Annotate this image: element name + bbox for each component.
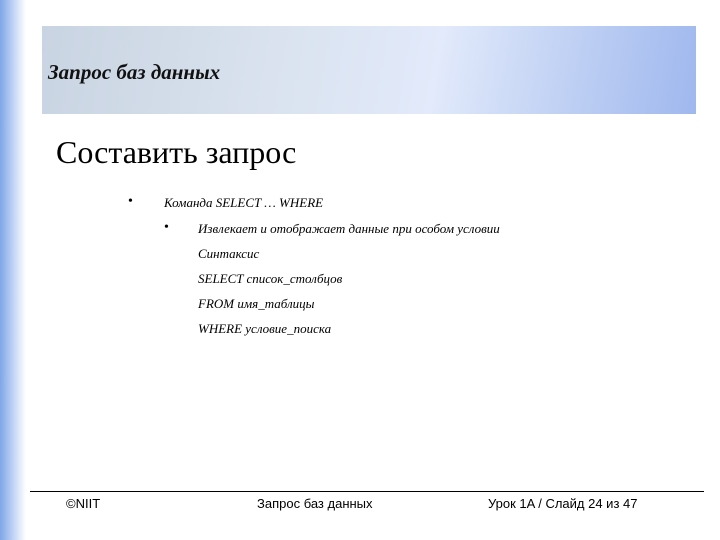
bullet-level-2: • — [164, 220, 169, 235]
footer-divider — [30, 491, 704, 492]
footer-title: Запрос баз данных — [257, 496, 373, 511]
line-select-columns: SELECT список_столбцов — [198, 271, 343, 286]
slide-heading: Составить запрос — [56, 134, 297, 170]
left-decorative-stripe — [0, 0, 26, 540]
line-where-condition: WHERE условие_поиска — [198, 321, 332, 336]
line-select-where: Команда SELECT … WHERE — [164, 195, 324, 210]
footer-copyright: ©NIIT — [66, 496, 101, 511]
line-from-table: FROM имя_таблицы — [198, 296, 315, 311]
line-description: Извлекает и отображает данные при особом условии — [198, 221, 500, 236]
bullet-level-1: • — [128, 194, 133, 209]
footer-slide-number: Урок 1A / Слайд 24 из 47 — [488, 496, 638, 511]
line-syntax: Синтаксис — [198, 246, 260, 261]
header-title: Запрос баз данных — [48, 60, 221, 84]
